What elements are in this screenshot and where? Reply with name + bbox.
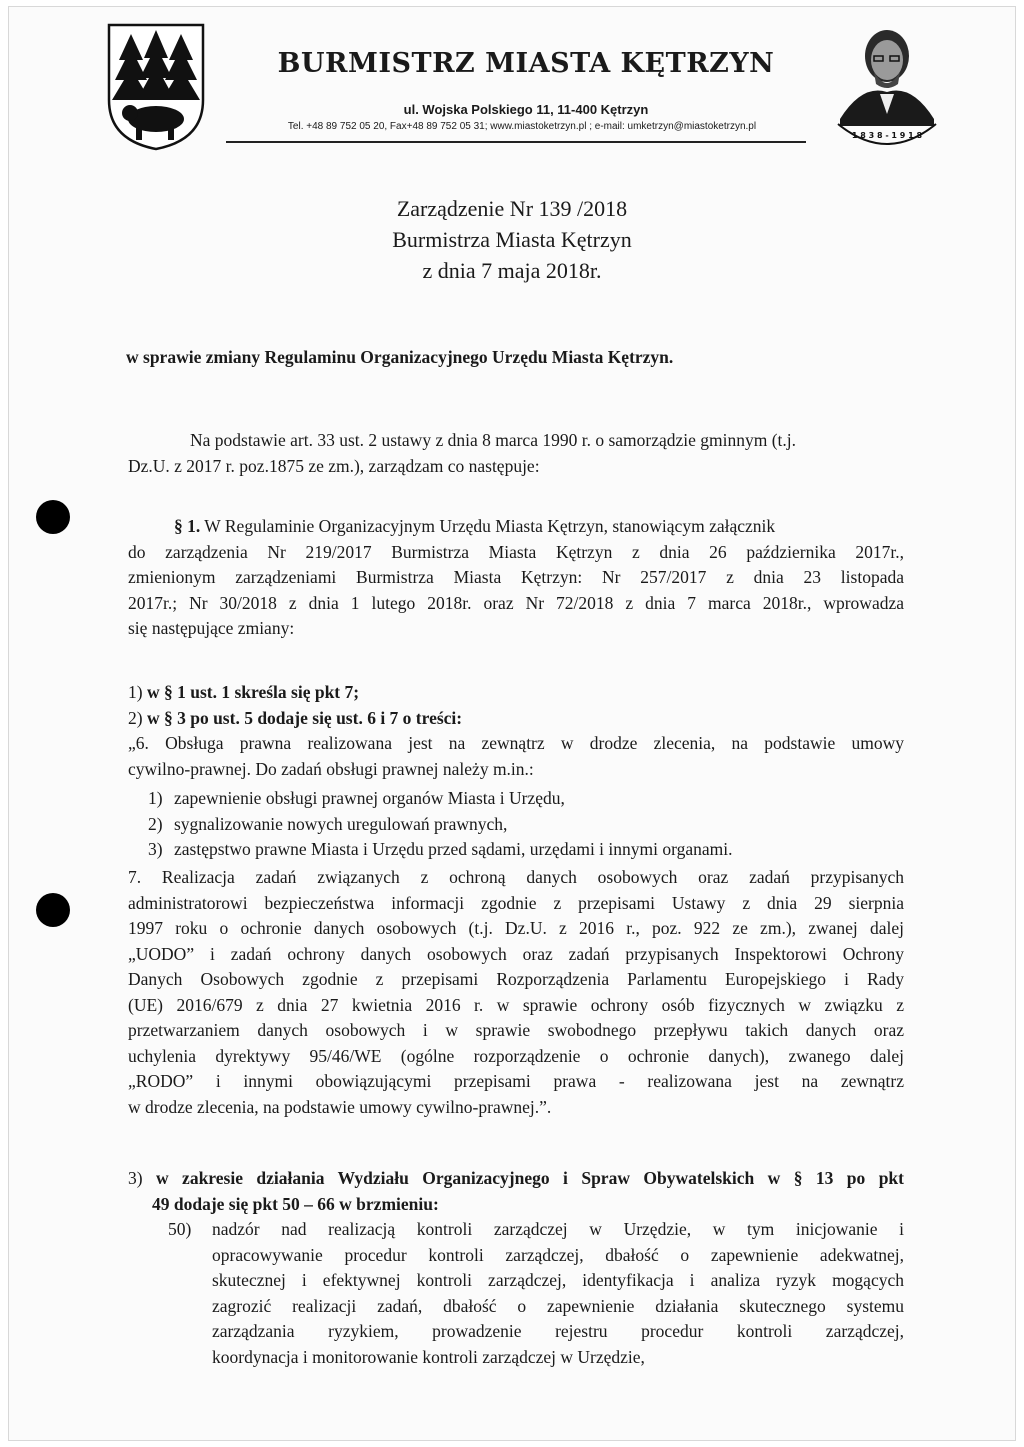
- par1-line-2: do zarządzenia Nr 219/2017 Burmistrza Miasta Kętrzyn z dnia 26 października 2017r.,: [128, 541, 904, 562]
- list-item: 3) zastępstwo prawne Miasta i Urzędu przed sądami, urzędami i innymi organami.: [148, 839, 733, 859]
- portrait-seal-text: 1 8 3 8 - 1 9 1 8: [851, 131, 923, 140]
- changes-list: [128, 680, 904, 782]
- par1-line-4: 2017r.; Nr 30/2018 z dnia 1 lutego 2018r. oraz Nr 72/2018 z dnia 7 marca 2018r., wprowadza: [128, 592, 904, 613]
- header-divider: [226, 141, 806, 143]
- paragraph-1: [128, 514, 904, 642]
- ust6-line-1: „6. Obsługa prawna realizowana jest na zewnątrz w drodze zlecenia, na podstawie umowy: [128, 733, 904, 753]
- change-3-num: 3): [128, 1168, 143, 1188]
- ust7-line-6: (UE) 2016/679 z dnia 27 kwietnia 2016 r. w sprawie ochrony osób fizycznych w związku z: [128, 994, 904, 1015]
- basis-line-2: Dz.U. z 2017 r. poz.1875 ze zm.), zarządzam co następuje:: [128, 455, 540, 476]
- pkt-50-num: 50): [168, 1219, 192, 1239]
- ust7-line-2: administratorowi bezpieczeństwa informacji zgodnie z przepisami Ustawy z dnia 29 sierpnia: [128, 892, 904, 913]
- legal-basis: [128, 428, 904, 479]
- pkt-50-text: [212, 1217, 904, 1370]
- basis-line-1: Na podstawie art. 33 ust. 2 ustawy z dnia 8 marca 1990 r. o samorządzie gminnym (t.j.: [190, 430, 797, 450]
- punch-hole-top: [36, 500, 70, 534]
- change-1-text: w § 1 ust. 1 skreśla się pkt 7;: [146, 682, 360, 702]
- change-3: [128, 1166, 904, 1217]
- title-line-1: Zarządzenie Nr 139 /2018: [396, 196, 628, 221]
- header-title: BURMISTRZ MIASTA KĘTRZYN: [277, 48, 775, 79]
- par1-line-3: zmienionym zarządzeniami Burmistrza Miasta Kętrzyn: Nr 257/2017 z dnia 23 listopada: [128, 567, 904, 587]
- list-item: 1) zapewnienie obsługi prawnej organów Miasta i Urzędu,: [148, 788, 565, 808]
- header-address: ul. Wojska Polskiego 11, 11-400 Kętrzyn: [403, 102, 649, 117]
- change-2: [128, 706, 904, 732]
- pkt50-line-2: opracowywanie procedur kontroli zarządczej, dbałość o zapewnienie adekwatnej,: [212, 1244, 904, 1265]
- ust6-line-2: cywilno-prawnej. Do zadań obsługi prawnej należy m.in.:: [128, 758, 534, 779]
- ust7-line-4: „UODO” i zadań ochrony danych osobowych oraz zadań przypisanych Inspektorowi Ochrony: [128, 943, 904, 964]
- header-contact: Tel. +48 89 752 05 20, Fax+48 89 752 05 31; www.miastoketrzyn.pl ; e-mail: umketrzyn@miastoketrzyn.pl: [287, 121, 757, 132]
- par1-line-1: W Regulaminie Organizacyjnym Urzędu Miasta Kętrzyn, stanowiącym załącznik: [200, 516, 776, 536]
- paragraph-mark: § 1.: [174, 516, 201, 536]
- coat-of-arms-icon: [106, 22, 206, 152]
- list-item: 2) sygnalizowanie nowych uregulowań prawnych,: [148, 813, 508, 834]
- document-subject: w sprawie zmiany Regulaminu Organizacyjnego Urzędu Miasta Kętrzyn.: [126, 347, 674, 367]
- ust7-block: [128, 865, 904, 1120]
- change-2-num: 2): [128, 707, 143, 728]
- change-1-num: 1): [128, 682, 143, 702]
- document-title: [212, 193, 812, 286]
- punch-hole-bottom: [36, 893, 70, 927]
- ust7-line-9: „RODO” i innymi obowiązującymi przepisami prawa - realizowana jest na zewnątrz: [128, 1071, 904, 1091]
- ust6-items: [148, 786, 888, 863]
- ust7-line-8: uchylenia dyrektywy 95/46/WE (ogólne rozporządzenie o ochronie danych), zwanego dalej: [128, 1045, 904, 1066]
- pkt50-line-5: zarządzania ryzykiem, prowadzenie rejestru procedur kontroli zarządczej,: [212, 1321, 904, 1341]
- pkt50-line-3: skutecznej i efektywnej kontroli zarządczej, identyfikacja i analiza ryzyk mogących: [212, 1270, 904, 1290]
- change-3-line-1: w zakresie działania Wydziału Organizacyjnego i Spraw Obywatelskich w § 13 po pkt: [156, 1168, 904, 1188]
- change-2-text: w § 3 po ust. 5 dodaje się ust. 6 i 7 o treści:: [146, 707, 463, 728]
- pkt50-line-6: koordynacja i monitorowanie kontroli zarządczej w Urzędzie,: [212, 1346, 645, 1367]
- ust7-line-3: 1997 roku o ochronie danych osobowych (t.j. Dz.U. z 2016 r., poz. 922 ze zm.), zwanej dalej: [128, 918, 904, 938]
- ust7-line-1: 7. Realizacja zadań związanych z ochroną danych osobowych oraz zadań przypisanych: [128, 867, 904, 887]
- change-1: [128, 680, 904, 706]
- change-3-line-2: 49 dodaje się pkt 50 – 66 w brzmieniu:: [152, 1193, 439, 1214]
- title-line-2: Burmistrza Miasta Kętrzyn: [392, 227, 632, 252]
- par1-line-5: się następujące zmiany:: [128, 618, 295, 638]
- title-line-3: z dnia 7 maja 2018r.: [422, 258, 602, 283]
- ust7-line-7: przetwarzaniem danych osobowych i w sprawie swobodnego przepływu takich danych oraz: [128, 1020, 904, 1040]
- ust7-line-5: Danych Osobowych zgodnie z przepisami Rozporządzenia Parlamentu Europejskiego i Rady: [128, 969, 904, 989]
- pkt50-line-1: nadzór nad realizacją kontroli zarządczej w Urzędzie, w tym inicjowanie i: [212, 1219, 904, 1239]
- portrait-seal-icon: [832, 14, 942, 154]
- pkt50-line-4: zagrozić realizacji zadań, dbałość o zapewnienie działania skutecznego systemu: [212, 1295, 904, 1316]
- ust7-line-10: w drodze zlecenia, na podstawie umowy cywilno-prawnej.”.: [128, 1096, 552, 1117]
